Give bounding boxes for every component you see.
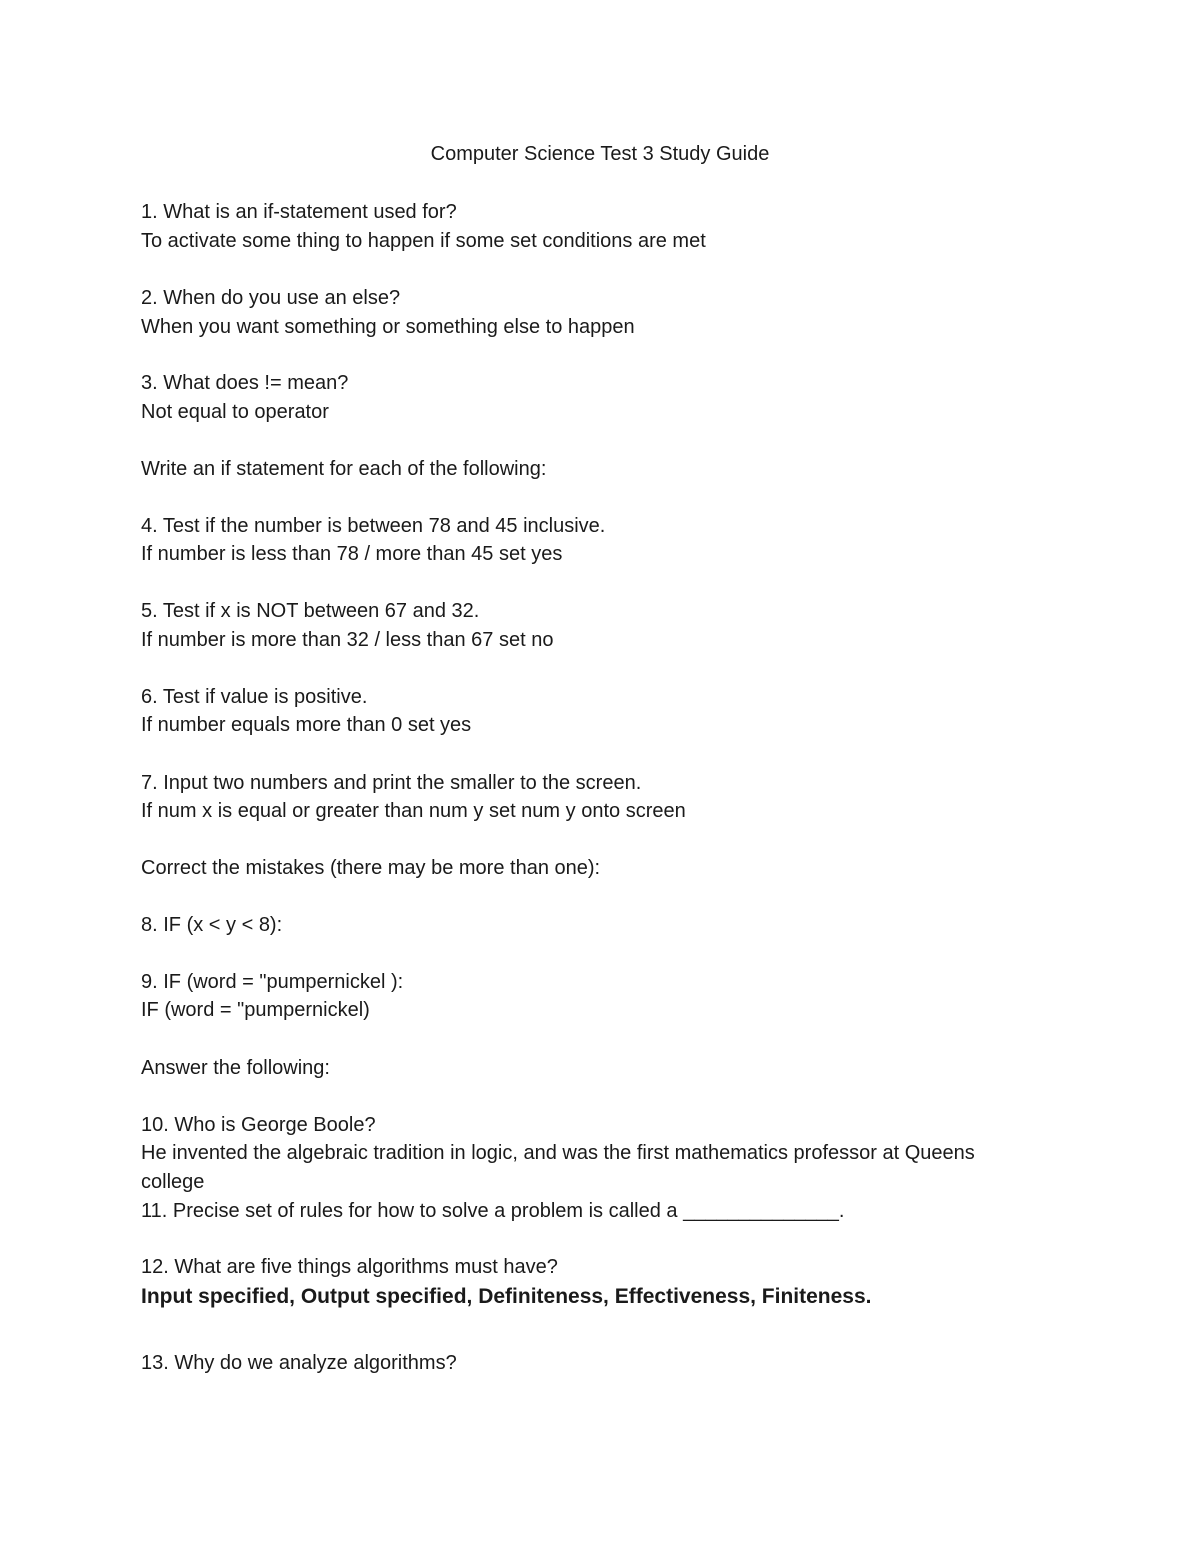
question-9: 9. IF (word = "pumpernickel ): [141, 971, 404, 993]
question-3: 3. What does != mean? [141, 372, 349, 394]
answer-9: IF (word = "pumpernickel) [141, 999, 370, 1021]
answer-3: Not equal to operator [141, 401, 329, 423]
answer-2: When you want something or something else to happen [141, 316, 635, 338]
question-11: 11. Precise set of rules for how to solve a problem is called a ______________. [141, 1200, 845, 1222]
answer-10-line-1: He invented the algebraic tradition in logic, and was the first mathematics professor at Queens [141, 1142, 975, 1164]
question-13: 13. Why do we analyze algorithms? [141, 1352, 457, 1374]
answer-1: To activate some thing to happen if some set conditions are met [141, 230, 706, 252]
answer-4: If number is less than 78 / more than 45 set yes [141, 543, 563, 565]
answer-7: If num x is equal or greater than num y set num y onto screen [141, 800, 686, 822]
answer-6: If number equals more than 0 set yes [141, 714, 472, 736]
question-4: 4. Test if the number is between 78 and 45 inclusive. [141, 515, 606, 537]
answer-12: Input specified, Output specified, Definiteness, Effectiveness, Finiteness. [141, 1285, 872, 1308]
question-7: 7. Input two numbers and print the smaller to the screen. [141, 772, 642, 794]
question-6: 6. Test if value is positive. [141, 686, 368, 708]
document-title: Computer Science Test 3 Study Guide [430, 143, 770, 165]
answer-5: If number is more than 32 / less than 67 set no [141, 629, 554, 651]
question-12: 12. What are five things algorithms must have? [141, 1256, 558, 1278]
answer-10-line-2: college [141, 1171, 205, 1193]
section-heading-answer: Answer the following: [141, 1057, 330, 1079]
question-2: 2. When do you use an else? [141, 287, 401, 309]
question-8: 8. IF (x < y < 8): [141, 914, 283, 936]
section-heading-if-statements: Write an if statement for each of the following: [141, 458, 547, 480]
section-heading-correct-mistakes: Correct the mistakes (there may be more than one): [141, 857, 601, 879]
question-5: 5. Test if x is NOT between 67 and 32. [141, 600, 480, 622]
question-10: 10. Who is George Boole? [141, 1114, 376, 1136]
question-1: 1. What is an if-statement used for? [141, 201, 457, 223]
